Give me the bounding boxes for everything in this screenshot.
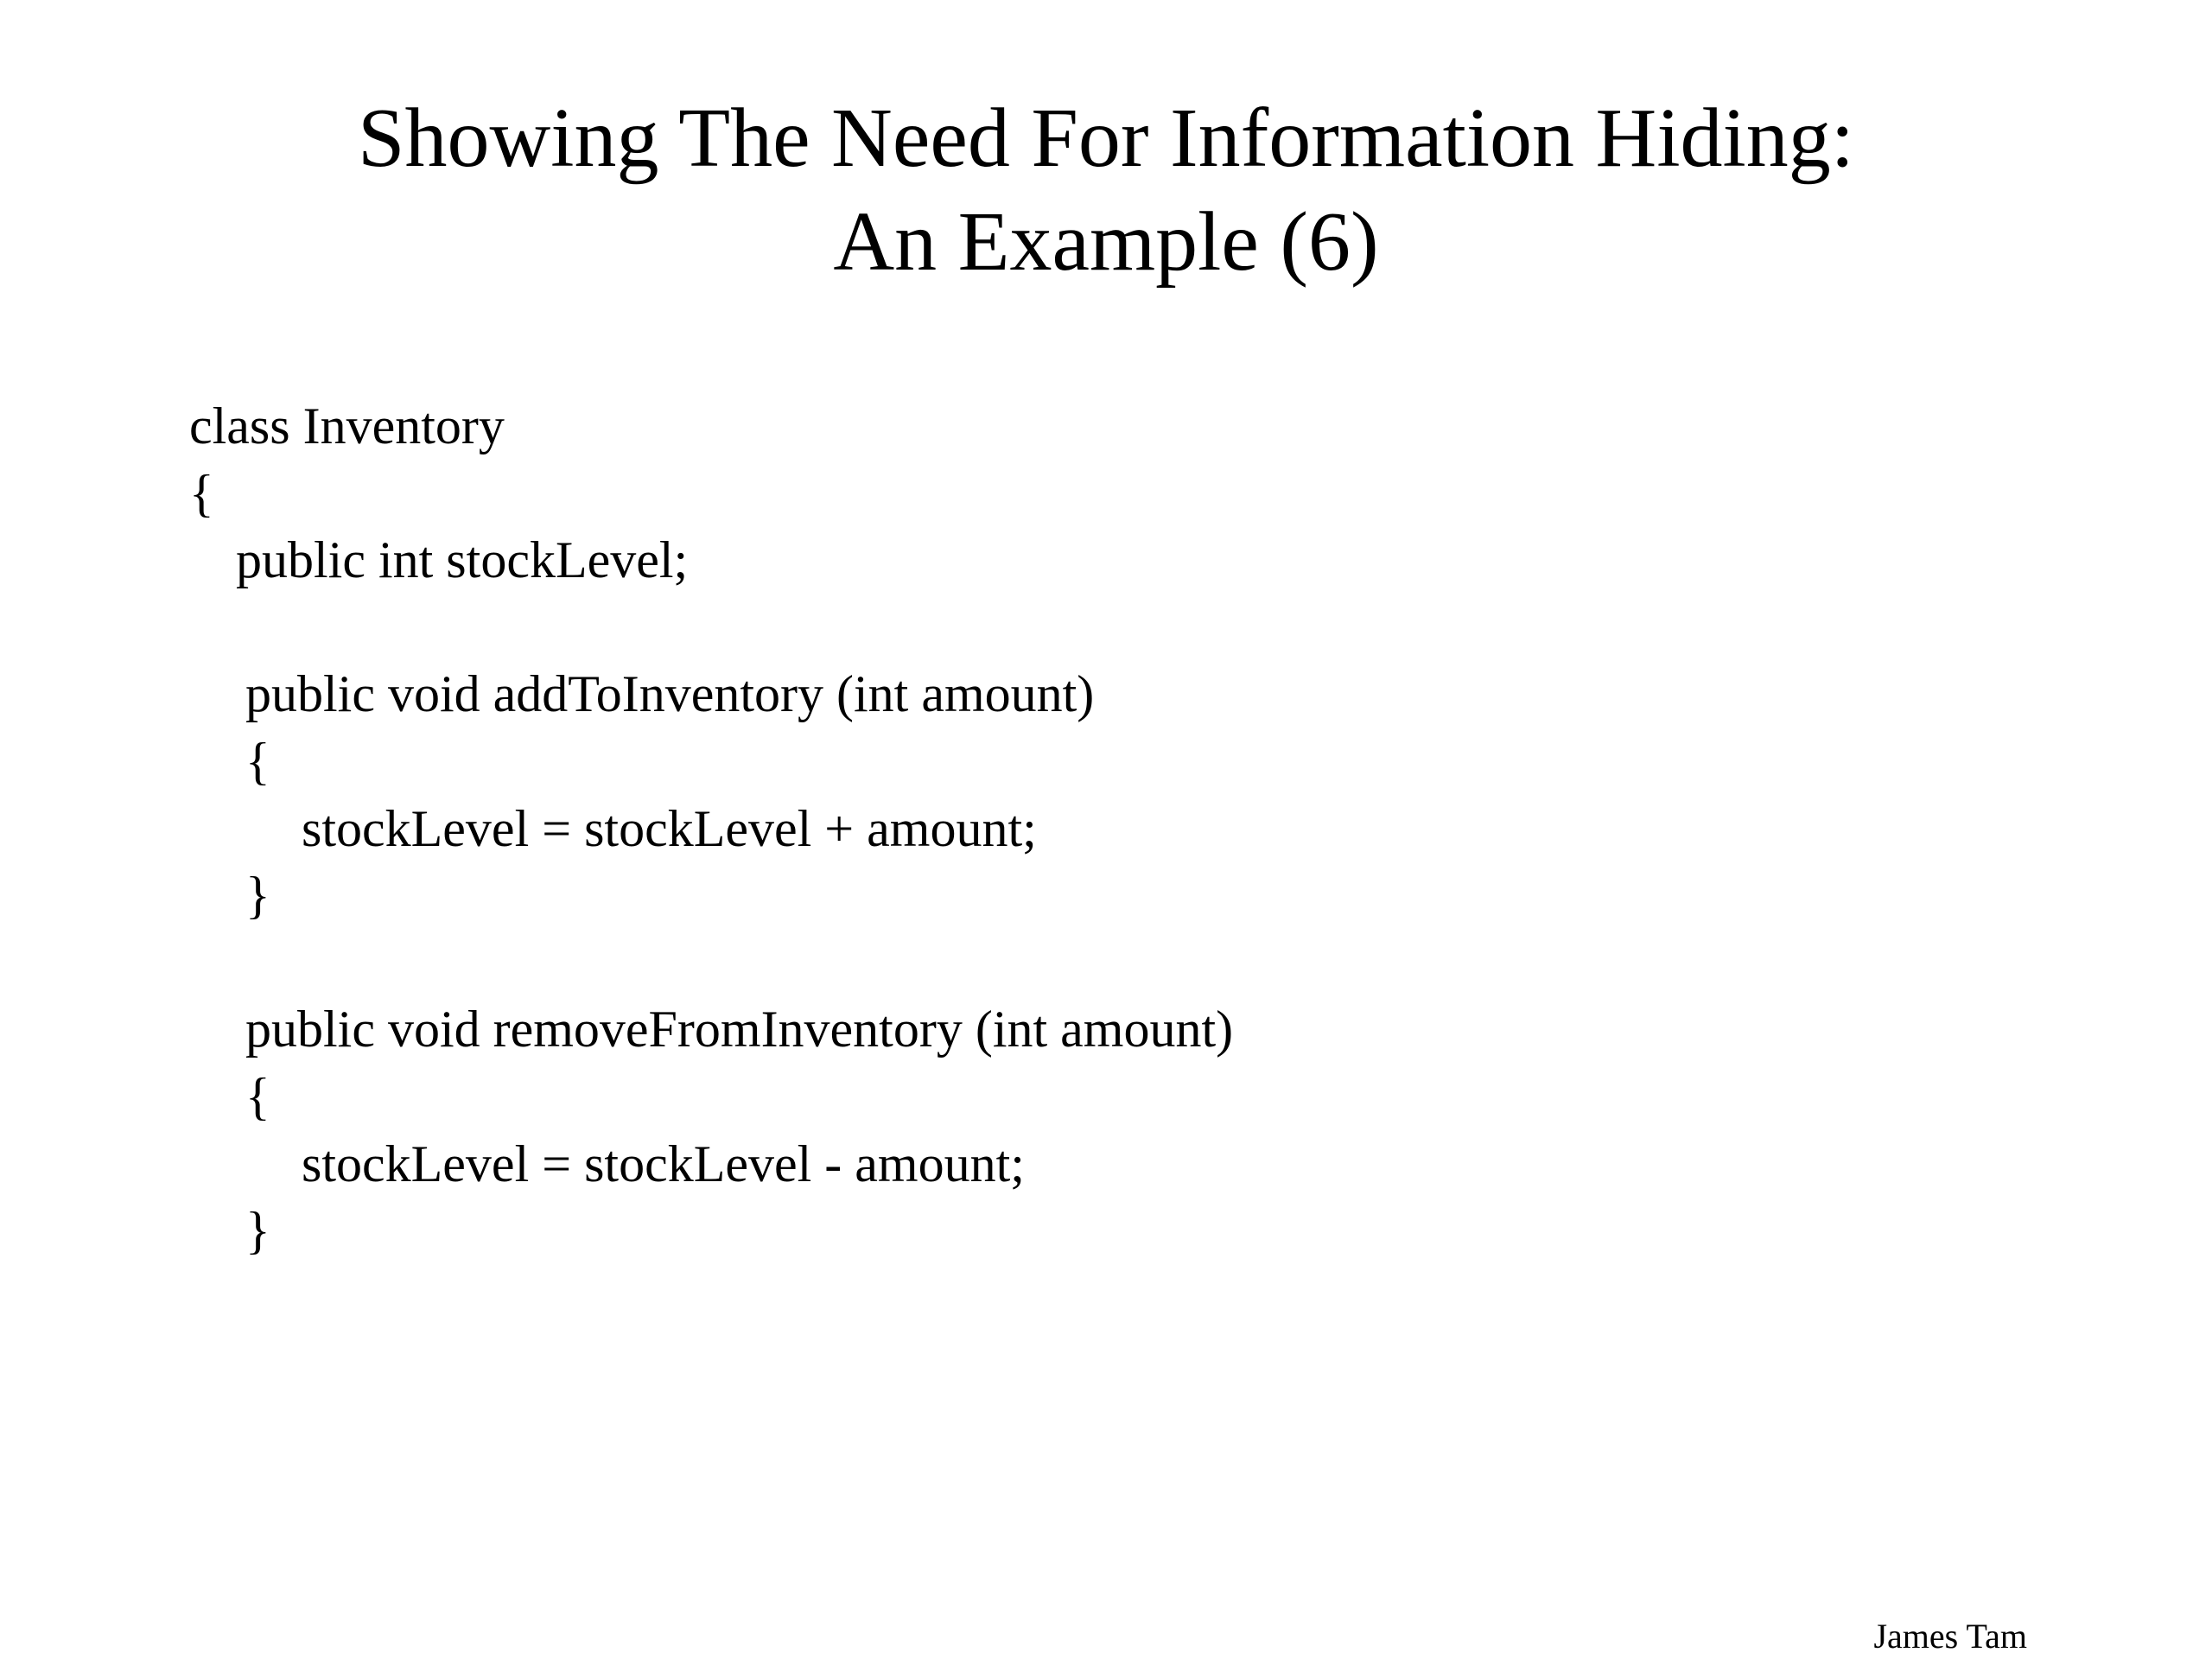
code-listing xyxy=(189,393,1233,1265)
code-line: public void addToInventory (int amount) xyxy=(245,665,1095,723)
slide-title xyxy=(0,86,2212,294)
slide-title-line-1: Showing The Need For Information Hiding: xyxy=(357,92,1855,185)
code-line xyxy=(189,930,1233,997)
code-line: public void removeFromInventory (int amount) xyxy=(245,1001,1234,1058)
author-footer: James Tam xyxy=(1873,1617,2027,1656)
code-line: class Inventory xyxy=(189,397,505,454)
code-line: public int stockLevel; xyxy=(236,531,689,589)
code-line: stockLevel = stockLevel - amount; xyxy=(302,1135,1025,1192)
code-line: } xyxy=(245,867,270,925)
code-line: } xyxy=(245,1202,270,1260)
code-line: { xyxy=(245,1067,270,1125)
code-line: { xyxy=(189,464,214,522)
code-line: stockLevel = stockLevel + amount; xyxy=(302,799,1037,857)
code-line: { xyxy=(245,732,270,790)
code-line xyxy=(189,594,1233,662)
slide-title-line-2: An Example (6) xyxy=(833,195,1379,289)
